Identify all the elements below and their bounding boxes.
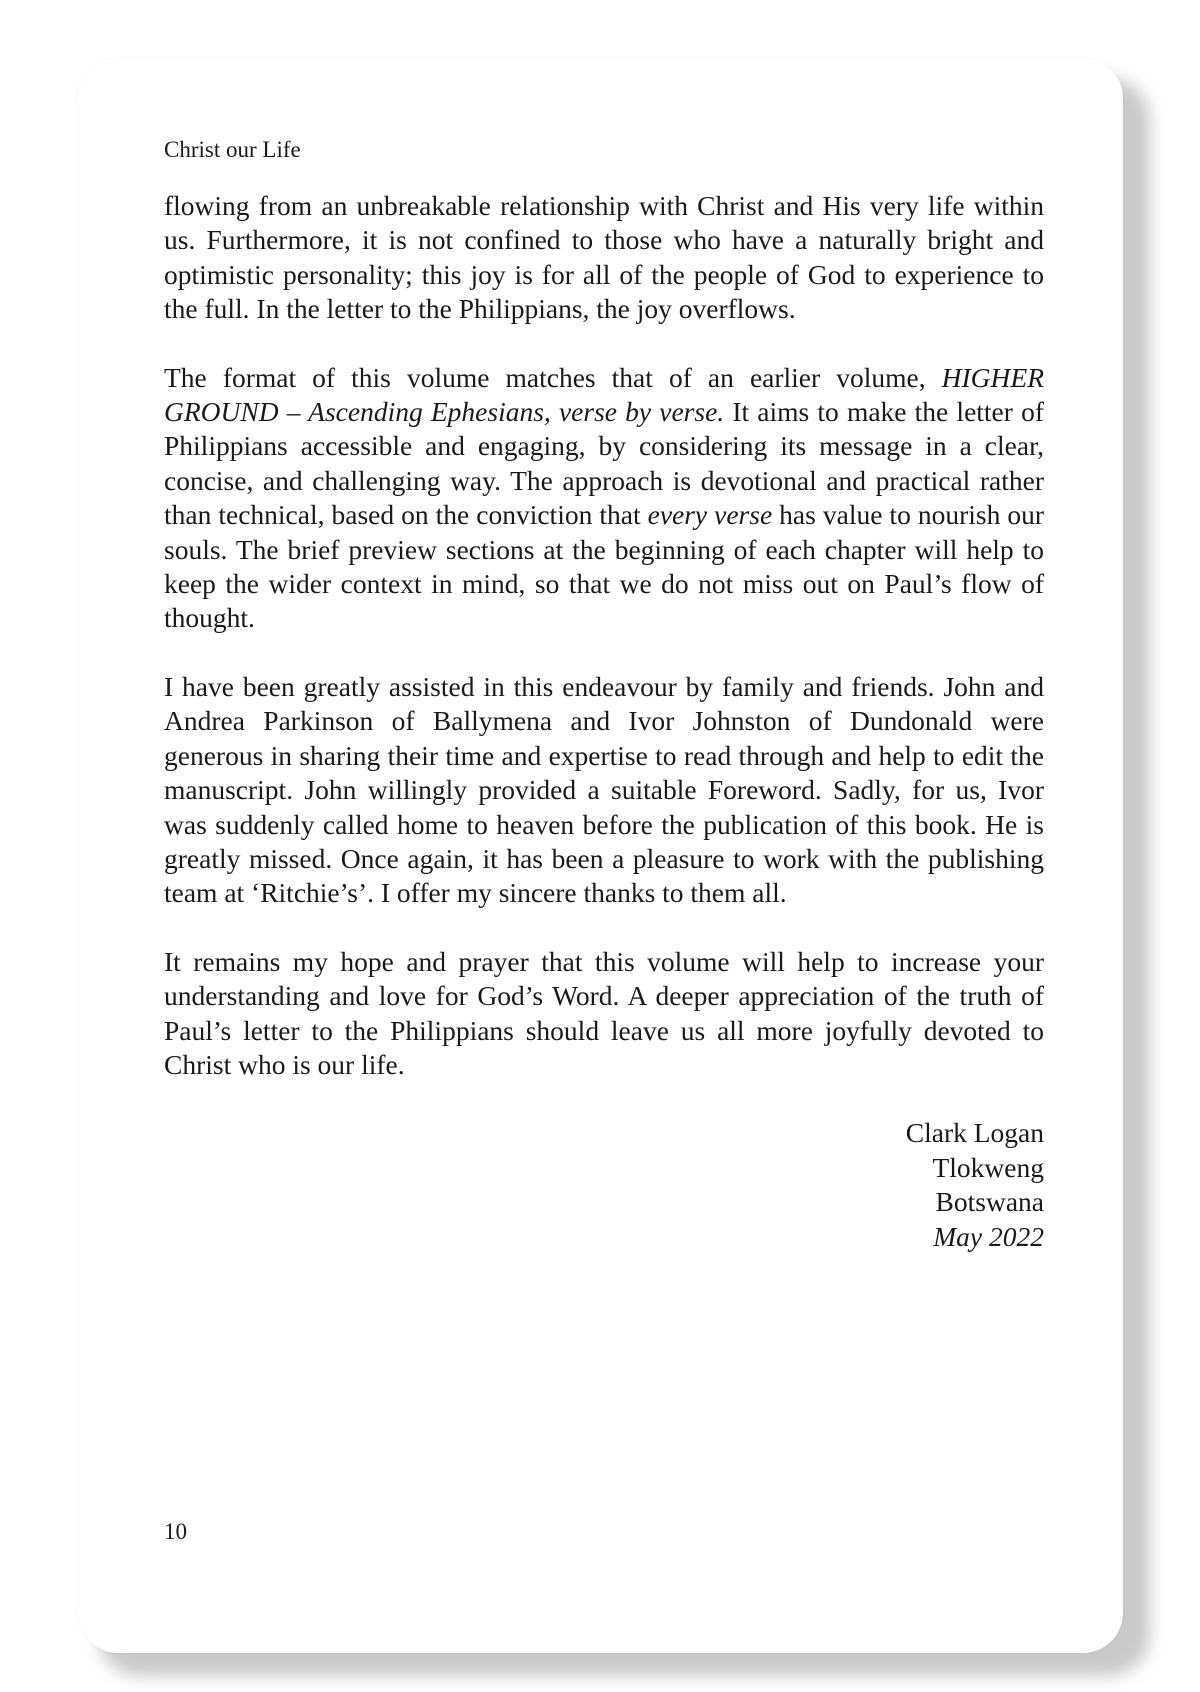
book-page <box>78 58 1123 1653</box>
paragraph-3: I have been greatly assisted in this endeavour by family and friends. John and Andrea Parkinson of Ballymena and Ivor Johnston of Dundonald were generous in sharing their time and expertise to read through and help to edit the manuscript. John willingly provided a suitable Foreword. Sadly, for us, Ivor was suddenly called home to heaven before the publication of this book. He is greatly missed. Once again, it has been a pleasure to work with the publishing team at ‘Ritchie’s’. I offer my sincere thanks to them all. <box>164 670 1044 909</box>
paragraph-1: flowing from an unbreakable relationship with Christ and His very life within us. Furthermore, it is not confined to those who have a naturally bright and optimistic personality; this joy is for all of the people of God to experience to the full. In the letter to the Philippians, the joy overflows. <box>164 190 1044 325</box>
page-number: 10 <box>164 1519 187 1544</box>
book-title-reference: HIGHER GROUND – Ascending Ephesians, verse by verse. <box>164 361 1044 428</box>
running-head: Christ our Life <box>164 137 301 162</box>
paragraph-2-text-a: The format of this volume matches that of an earlier volume, <box>164 361 942 393</box>
signature-date: May 2022 <box>933 1220 1044 1252</box>
emphasis-every-verse: every verse <box>647 499 773 531</box>
author-country: Botswana <box>935 1186 1044 1218</box>
paragraph-4: It remains my hope and prayer that this volume will help to increase your understanding and love for God’s Word. A deeper appreciation of the truth of Paul’s letter to the Philippians should leave us all more joyfully devoted to Christ who is our life. <box>164 945 1044 1080</box>
paragraph-2 <box>164 361 1044 636</box>
paragraph-2-text-b: It aims to make the letter of Philippians accessible and engaging, by considering its message in a clear, concise, and challenging way. The approach is devotional and practical rather than technical, based on the conviction that <box>164 396 1044 531</box>
paragraph-2-text-c: has value to nourish our souls. The brief preview sections at the beginning of each chapter will help to keep the wider context in mind, so that we do not miss out on Paul’s flow of thought. <box>164 499 1045 634</box>
text-block <box>164 136 1044 1254</box>
author-name: Clark Logan <box>905 1117 1044 1149</box>
signature-block <box>164 1116 1044 1254</box>
author-town: Tlokweng <box>932 1151 1044 1183</box>
